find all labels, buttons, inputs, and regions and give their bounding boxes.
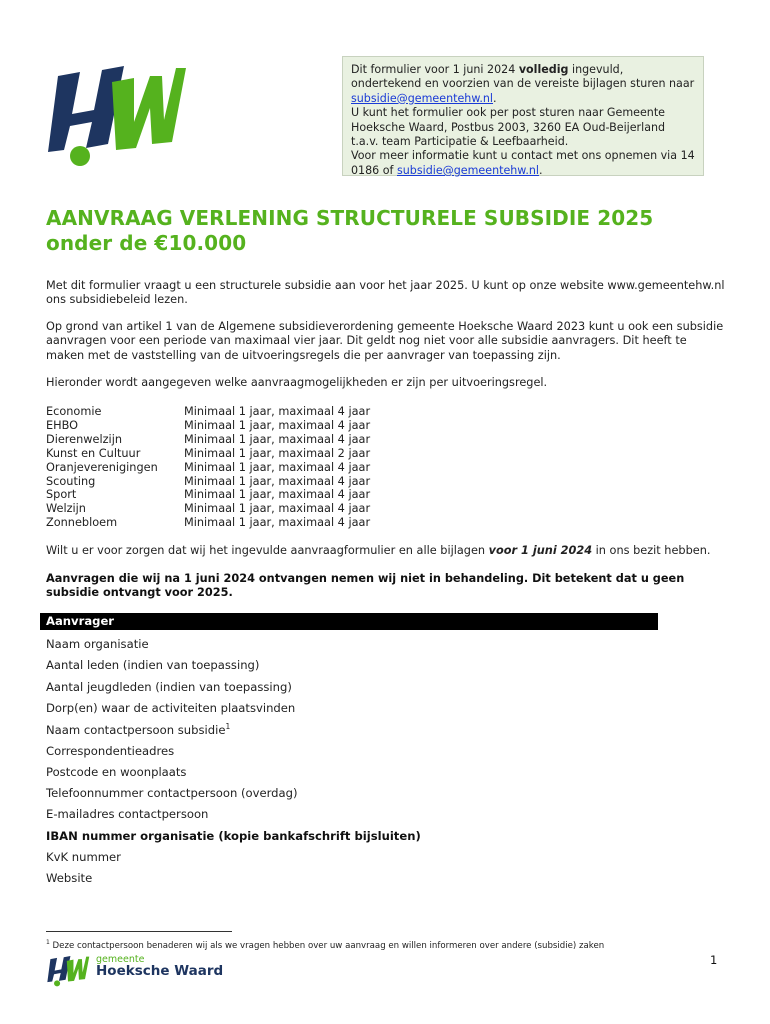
field-label [46,807,208,821]
field-label-text: Correspondentieadres [46,743,175,758]
category-row [46,447,370,461]
deadline-date: voor 1 juni 2024 [488,544,593,557]
field-label [46,871,92,885]
footnote-marker: 1 [46,939,50,946]
field-label [46,680,292,694]
footer-gemeente: gemeente [96,954,145,965]
email-link[interactable]: subsidie@gemeentehw.nl [396,163,539,177]
info-postal-text: U kunt het formulier ook per post sturen naar Gemeente Hoeksche Waard, Postbus 2003, 3260 EA Oud-Beijerland t.a.v. team Participatie & Leefbaarheid. [351,106,666,149]
field-label [46,765,186,779]
category-term: Minimaal 1 jaar, maximaal 4 jaar [184,474,371,488]
category-row [46,405,370,419]
footnote-text: Deze contactpersoon benaderen wij als we vragen hebben over uw aanvraag en willen informeren over andere (subsidie) zaken [49,940,605,951]
logo-dot [70,146,90,166]
field-label-text: Website [46,871,93,886]
field-label-text: Postcode en woonplaats [46,764,187,779]
page-title [46,206,653,256]
category-term: Minimaal 1 jaar, maximaal 4 jaar [184,488,371,502]
field-label-text: Aantal jeugdleden (indien van toepassing) [46,679,292,694]
article-paragraph: Op grond van artikel 1 van de Algemene subsidieverordening gemeente Hoeksche Waard 2023 kunt u ook een subsidie aanvragen voor een periode van maximaal vier jaar. Dit geldt nog niet voor alle subsidie aanvragers. Dit heeft te maken met de vaststelling van de uitvoeringsregels die per aanvrager van toepassing zijn. [46,320,724,362]
field-label-text: Telefoonnummer contactpersoon (overdag) [46,786,298,801]
category-name: Oranjeverenigingen [46,460,158,474]
category-name: EHBO [46,418,79,432]
field-label-text: Aantal leden (indien van toepassing) [46,658,260,673]
category-name: Zonnebloem [46,516,118,530]
category-name: Kunst en Cultuur [46,446,141,460]
options-intro: Hieronder wordt aangegeven welke aanvraagmogelijkheden er zijn per uitvoeringsregel. [46,376,548,389]
info-text: Voor meer informatie kunt u contact met ons opnemen via 14 0186 of [351,149,695,177]
category-term: Minimaal 1 jaar, maximaal 4 jaar [184,516,371,530]
category-name: Welzijn [46,502,86,516]
field-label-text: IBAN nummer organisatie (kopie bankafschrift bijsluiten) [46,828,421,843]
info-text: ingevuld, ondertekend en voorzien van de vereiste bijlagen sturen naar [351,63,695,91]
category-term: Minimaal 1 jaar, maximaal 4 jaar [184,460,371,474]
deadline-paragraph [46,544,726,558]
deadline-text: in ons bezit hebben. [592,544,711,557]
category-row [46,419,370,433]
logo-h-shape [48,66,124,152]
category-term: Minimaal 1 jaar, maximaal 2 jaar [184,446,371,460]
category-name: Scouting [46,474,96,488]
field-label [46,658,259,672]
info-text: . [493,91,497,105]
footnote [46,939,604,951]
category-name: Dierenwelzijn [46,432,122,446]
category-row [46,516,370,530]
info-text: Dit formulier voor 1 juni 2024 [351,63,519,76]
category-name: Economie [46,405,102,418]
field-label [46,637,149,651]
submission-info-box [342,56,704,176]
field-label [46,850,121,864]
footnote-divider [46,931,232,932]
field-label [46,744,174,758]
category-row [46,502,370,516]
category-term: Minimaal 1 jaar, maximaal 4 jaar [184,405,371,418]
deadline-text: Wilt u er voor zorgen dat wij het ingevulde aanvraagformulier en alle bijlagen [46,544,489,557]
logo-w-shape [112,68,186,150]
info-bold: volledig [518,63,569,76]
email-link[interactable]: subsidie@gemeentehw.nl [351,91,494,105]
category-row [46,488,370,502]
category-row [46,475,370,489]
field-label-text: KvK nummer [46,850,121,864]
field-label [46,829,421,843]
category-row [46,461,370,475]
info-text: . [539,163,543,177]
page-number: 1 [710,953,718,967]
category-term: Minimaal 1 jaar, maximaal 4 jaar [184,418,371,432]
intro-paragraph: Met dit formulier vraagt u een structurele subsidie aan voor het jaar 2025. U kunt op onze website www.gemeentehw.nl ons subsidiebeleid lezen. [46,279,725,307]
footer-municipality-name: Hoeksche Waard [96,963,224,979]
hw-logo [46,56,186,168]
category-name: Sport [46,488,77,502]
field-label-text: Naam organisatie [46,637,149,651]
category-term: Minimaal 1 jaar, maximaal 4 jaar [184,502,371,516]
field-label [46,701,295,715]
title-line-2: onder de €10.000 [46,231,247,255]
category-term: Minimaal 1 jaar, maximaal 4 jaar [184,432,371,446]
field-label [46,722,230,737]
field-label-text: Dorp(en) waar de activiteiten plaatsvinden [46,700,296,715]
field-label-text: Naam contactpersoon subsidie [46,723,226,738]
section-header-aanvrager: Aanvrager [40,613,658,630]
footnote-ref: 1 [225,722,231,732]
field-label [46,786,298,800]
warning-paragraph: Aanvragen die wij na 1 juni 2024 ontvangen nemen wij niet in behandeling. Dit betekent dat u geen subsidie ontvangt voor 2025. [46,572,685,600]
footer-logo [46,953,90,987]
category-row [46,433,370,447]
title-line-1: AANVRAAG VERLENING STRUCTURELE SUBSIDIE 2025 [46,206,654,230]
categories-table [46,405,370,530]
field-label-text: E-mailadres contactpersoon [46,807,209,822]
